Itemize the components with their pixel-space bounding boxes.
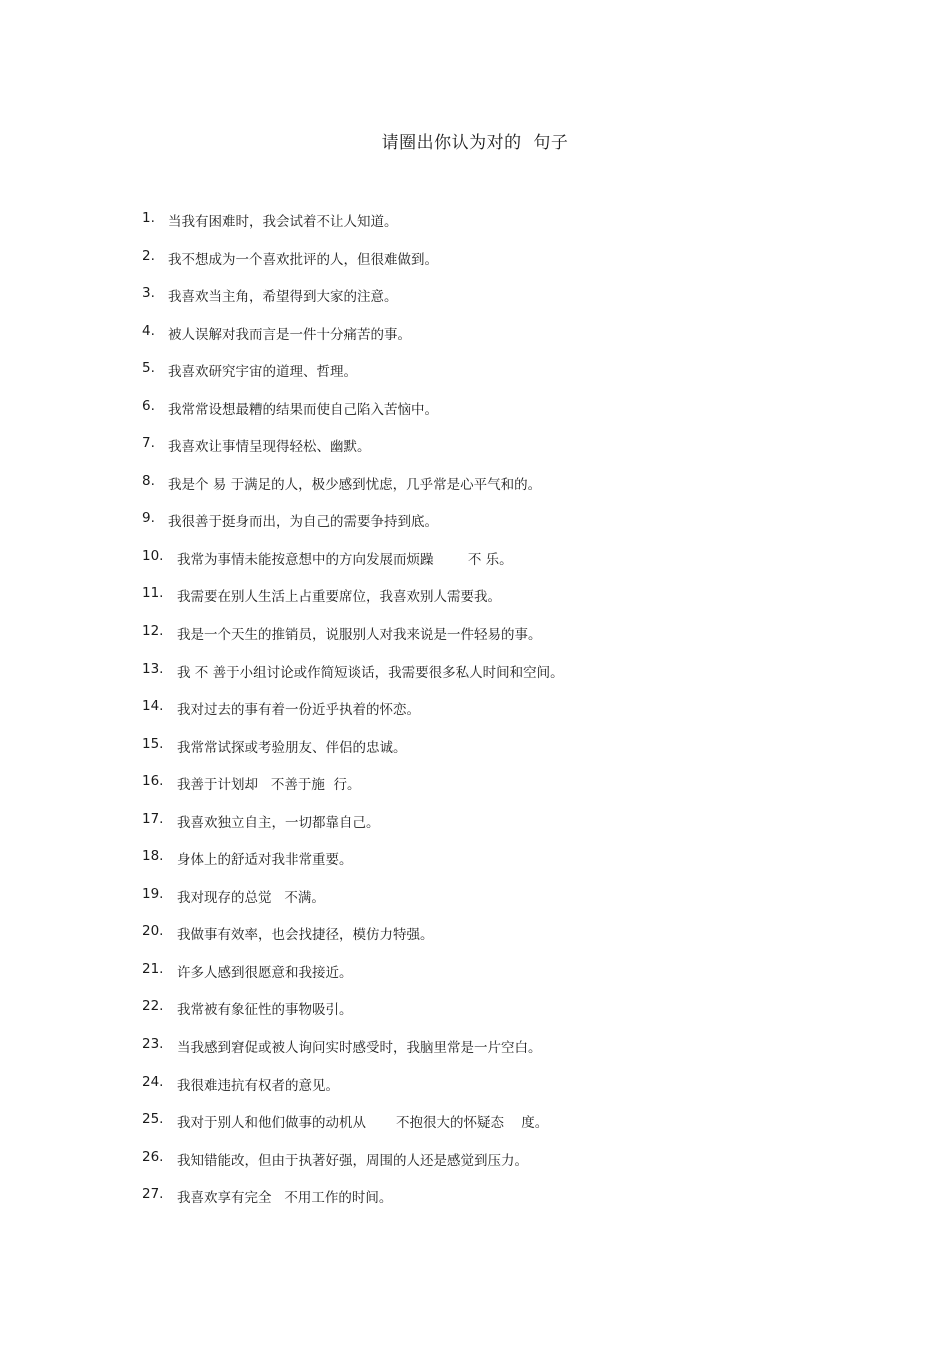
statement-number: 17. — [142, 810, 164, 827]
statement-text: 我喜欢享有完全 不用工作的时间。 — [177, 1190, 393, 1207]
statement-text: 当我有困难时，我会试着不让人知道。 — [168, 214, 398, 230]
statement-number: 5. — [142, 360, 155, 377]
statement-text: 许多人感到很愿意和我接近。 — [177, 964, 353, 981]
statement-text: 我喜欢研究宇宙的道理、哲理。 — [168, 364, 357, 381]
statement-text: 我喜欢独立自主，一切都靠自己。 — [177, 814, 380, 831]
statement-text: 我知错能改，但由于执著好强，周围的人还是感觉到压力。 — [177, 1152, 528, 1169]
statement-number: 10. — [142, 547, 164, 564]
statement-number: 23. — [142, 1036, 164, 1053]
statement-item — [142, 886, 564, 924]
statement-text: 我对于别人和他们做事的动机从 不抱很大的怀疑态 度。 — [177, 1115, 549, 1132]
statement-text: 我对现存的总觉 不满。 — [177, 889, 325, 906]
statement-number: 1. — [142, 210, 155, 226]
statement-text: 我 不 善于小组讨论或作简短谈话，我需要很多私人时间和空间。 — [177, 664, 564, 681]
statement-item — [142, 1036, 564, 1074]
statement-item — [142, 510, 564, 548]
statement-item — [142, 698, 564, 736]
statement-item — [142, 473, 564, 511]
statement-text: 被人误解对我而言是一件十分痛苦的事。 — [168, 326, 411, 343]
statement-item — [142, 435, 564, 473]
statement-item — [142, 248, 564, 286]
statement-text: 我是一个天生的推销员，说服别人对我来说是一件轻易的事。 — [177, 627, 542, 644]
statement-number: 14. — [142, 698, 164, 715]
statement-text: 我喜欢让事情呈现得轻松、幽默。 — [168, 439, 371, 456]
statement-text: 我善于计划却 不善于施 行。 — [177, 777, 361, 794]
statement-number: 7. — [142, 435, 155, 452]
statement-text: 我很难违抗有权者的意见。 — [177, 1077, 339, 1094]
statement-text: 我很善于挺身而出，为自己的需要争持到底。 — [168, 514, 438, 531]
statement-item — [142, 360, 564, 398]
statement-number: 13. — [142, 660, 164, 677]
statement-number: 25. — [142, 1111, 164, 1128]
statement-item — [142, 548, 564, 586]
statement-number: 8. — [142, 472, 155, 489]
statement-number: 27. — [142, 1186, 164, 1203]
statement-number: 4. — [142, 322, 155, 339]
statement-item — [142, 1074, 564, 1112]
statement-item — [142, 736, 564, 774]
statement-item — [142, 961, 564, 999]
statement-text: 我不想成为一个喜欢批评的人，但很难做到。 — [168, 251, 438, 268]
statement-item — [142, 1111, 564, 1149]
statement-item — [142, 398, 564, 436]
statement-number: 9. — [142, 510, 155, 527]
statement-number: 15. — [142, 735, 164, 752]
statement-text: 我做事有效率，也会找捷径，模仿力特强。 — [177, 927, 434, 944]
statement-number: 11. — [142, 585, 164, 602]
statement-text: 当我感到窘促或被人询问实时感受时，我脑里常是一片空白。 — [177, 1040, 542, 1057]
statement-text: 我常常试探或考验朋友、伴侣的忠诚。 — [177, 739, 407, 756]
statement-number: 19. — [142, 885, 164, 902]
statement-number: 24. — [142, 1073, 164, 1090]
statement-item — [142, 323, 564, 361]
statement-number: 16. — [142, 773, 164, 790]
statement-number: 20. — [142, 923, 164, 940]
statement-item — [142, 811, 564, 849]
statement-item — [142, 210, 564, 248]
statement-item — [142, 848, 564, 886]
page-title: 请圈出你认为对的 句子 — [381, 133, 569, 153]
statement-item — [142, 661, 564, 699]
statement-text: 我喜欢当主角，希望得到大家的注意。 — [168, 289, 398, 306]
statement-number: 22. — [142, 998, 164, 1015]
statement-number: 6. — [142, 397, 155, 414]
statement-number: 3. — [142, 285, 155, 302]
statement-item — [142, 285, 564, 323]
statement-text: 我需要在别人生活上占重要席位，我喜欢别人需要我。 — [177, 589, 501, 606]
statement-number: 12. — [142, 623, 164, 640]
statement-list — [142, 210, 564, 1224]
statement-number: 2. — [142, 247, 155, 264]
statement-text: 我是个 易 于满足的人，极少感到忧虑，几乎常是心平气和的。 — [168, 476, 542, 493]
statement-number: 21. — [142, 960, 164, 977]
statement-item — [142, 585, 564, 623]
statement-item — [142, 773, 564, 811]
statement-item — [142, 998, 564, 1036]
statement-text: 我对过去的事有着一份近乎执着的怀恋。 — [177, 702, 420, 719]
statement-item — [142, 1149, 564, 1187]
statement-item — [142, 1186, 564, 1224]
statement-item — [142, 623, 564, 661]
statement-text: 身体上的舒适对我非常重要。 — [177, 852, 353, 869]
statement-text: 我常为事情未能按意想中的方向发展而烦躁 不 乐。 — [177, 551, 513, 568]
statement-number: 26. — [142, 1148, 164, 1165]
statement-number: 18. — [142, 848, 164, 865]
statement-text: 我常被有象征性的事物吸引。 — [177, 1002, 353, 1019]
statement-item — [142, 923, 564, 961]
statement-text: 我常常设想最糟的结果而使自己陷入苦恼中。 — [168, 401, 438, 418]
